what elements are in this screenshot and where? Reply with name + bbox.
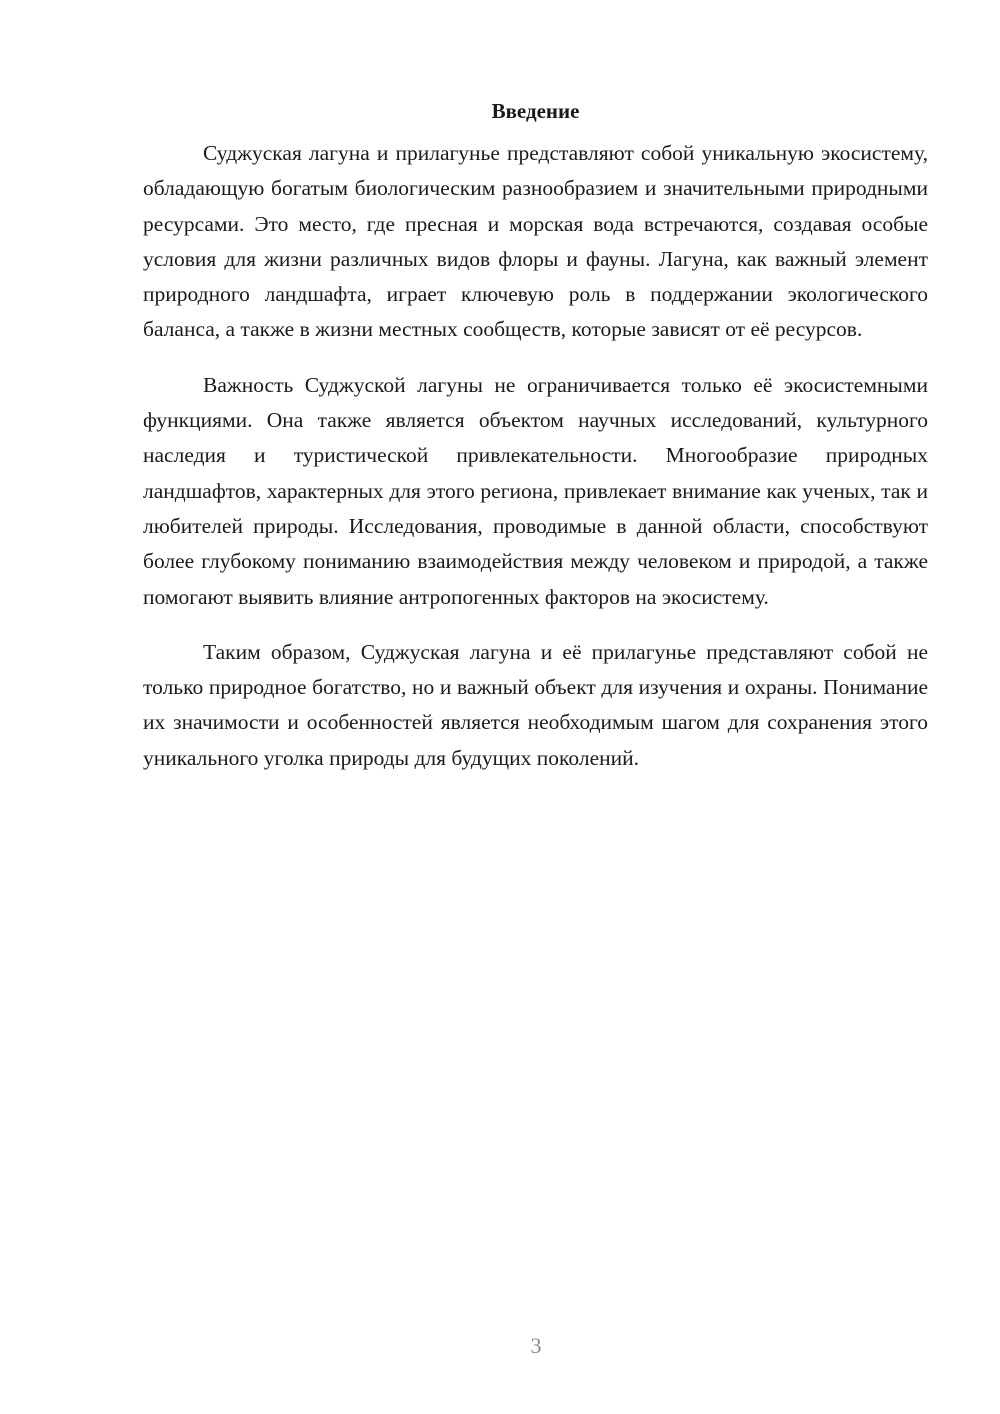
section-heading: Введение <box>491 99 580 123</box>
paragraph-3: Таким образом, Суджуская лагуна и её прилагунье представляют собой не только природное богатство, но и важный объект для изучения и охраны. Понимание их значимости и особенностей является необходимым шагом для сохранения этого уникального уголка природы для будущих поколений. <box>143 639 928 770</box>
page-number: 3 <box>530 1333 542 1358</box>
paragraph-2: Важность Суджуской лагуны не ограничивается только её экосистемными функциями. Она также является объектом научных исследований, культурного наследия и туристической привлекательности. Многообразие природных ландшафтов, характерных для этого региона, привлекает внимание как ученых, так и любителей природы. Исследования, проводимые в данной области, способствуют более глубокому пониманию взаимодействия между человеком и природой, а также помогают выявить влияние антропогенных факторов на экосистему. <box>143 372 928 609</box>
paragraph-1: Суджуская лагуна и прилагунье представляют собой уникальную экосистему, обладающую богатым биологическим разнообразием и значительными природными ресурсами. Это место, где пресная и морская вода встречаются, создавая особые условия для жизни различных видов флоры и фауны. Лагуна, как важный элемент природного ландшафта, играет ключевую роль в поддержании экологического баланса, а также в жизни местных сообществ, которые зависят от её ресурсов. <box>143 141 928 342</box>
page-content <box>143 96 928 796</box>
